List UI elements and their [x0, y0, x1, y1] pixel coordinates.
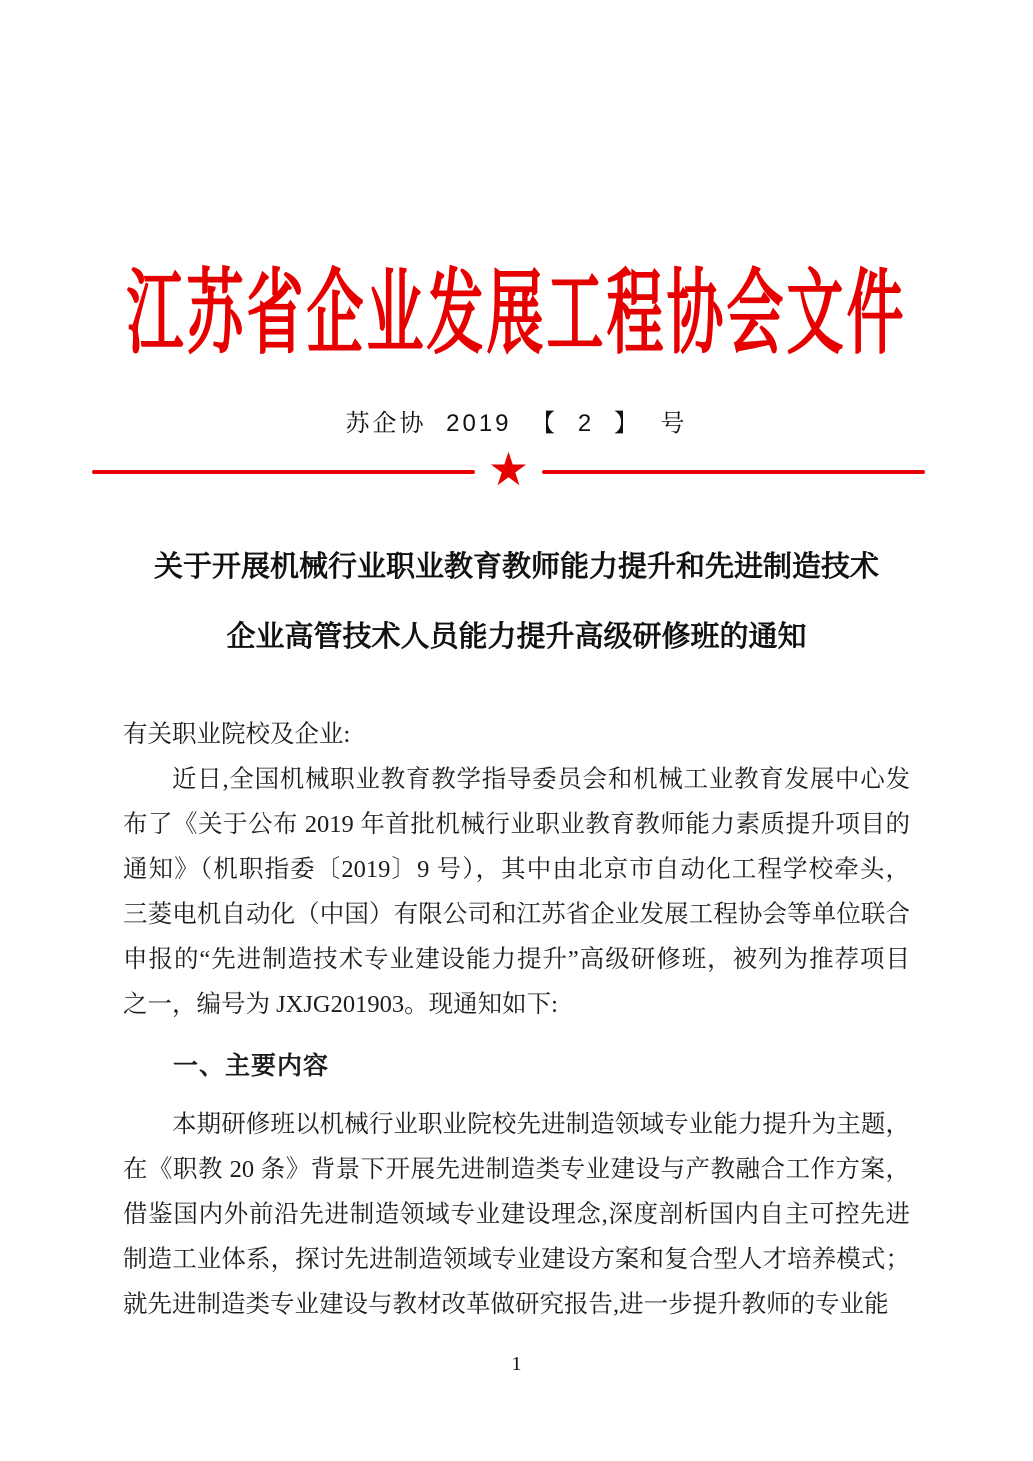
document-body [123, 712, 910, 1327]
document-number: 苏企协 2019 【 2 】 号 [345, 410, 688, 437]
document-title [0, 532, 1033, 672]
body-line: 借鉴国内外前沿先进制造领域专业建设理念,深度剖析国内自主可控先进 [123, 1201, 910, 1228]
body-line: 三菱电机自动化（中国）有限公司和江苏省企业发展工程协会等单位联合 [123, 901, 910, 928]
body-line: 本期研修班以机械行业职业院校先进制造领域专业能力提升为主题， [172, 1111, 910, 1138]
body-line: 布了《关于公布 2019 年首批机械行业职业教育教师能力素质提升项目的 [123, 811, 910, 838]
page-number: 1 [511, 1353, 522, 1375]
red-rule-left [92, 470, 475, 474]
section-heading-1: 一、主要内容 [173, 1052, 330, 1080]
body-line: 就先进制造类专业建设与教材改革做研究报告,进一步提升教师的专业能 [123, 1291, 889, 1318]
star-icon: ★ [487, 442, 530, 496]
body-line: 近日,全国机械职业教育教学指导委员会和机械工业教育发展中心发 [172, 766, 910, 793]
body-line: 在《职教 20 条》背景下开展先进制造类专业建设与产教融合工作方案， [123, 1156, 910, 1183]
salutation: 有关职业院校及企业: [123, 721, 351, 748]
body-line: 通知》（机职指委〔2019〕9 号），其中由北京市自动化工程学校牵头， [123, 856, 910, 883]
body-line: 申报的“先进制造技术专业建设能力提升”高级研修班，被列为推荐项目 [123, 946, 910, 973]
document-title-line-1: 关于开展机械行业职业教育教师能力提升和先进制造技术 [153, 551, 879, 583]
body-line: 制造工业体系，探讨先进制造领域专业建设方案和复合型人才培养模式； [123, 1246, 910, 1273]
paragraph-2 [123, 1102, 910, 1327]
letterhead-org-title: 江苏省企业发展工程协会文件 [126, 263, 907, 366]
paragraph-1 [123, 757, 910, 1027]
body-line: 之一，编号为 JXJG201903。现通知如下: [123, 991, 558, 1018]
letterhead-divider [92, 442, 925, 496]
red-rule-right [542, 470, 925, 474]
document-title-line-2: 企业高管技术人员能力提升高级研修班的通知 [226, 621, 807, 653]
letterhead [0, 0, 1033, 364]
